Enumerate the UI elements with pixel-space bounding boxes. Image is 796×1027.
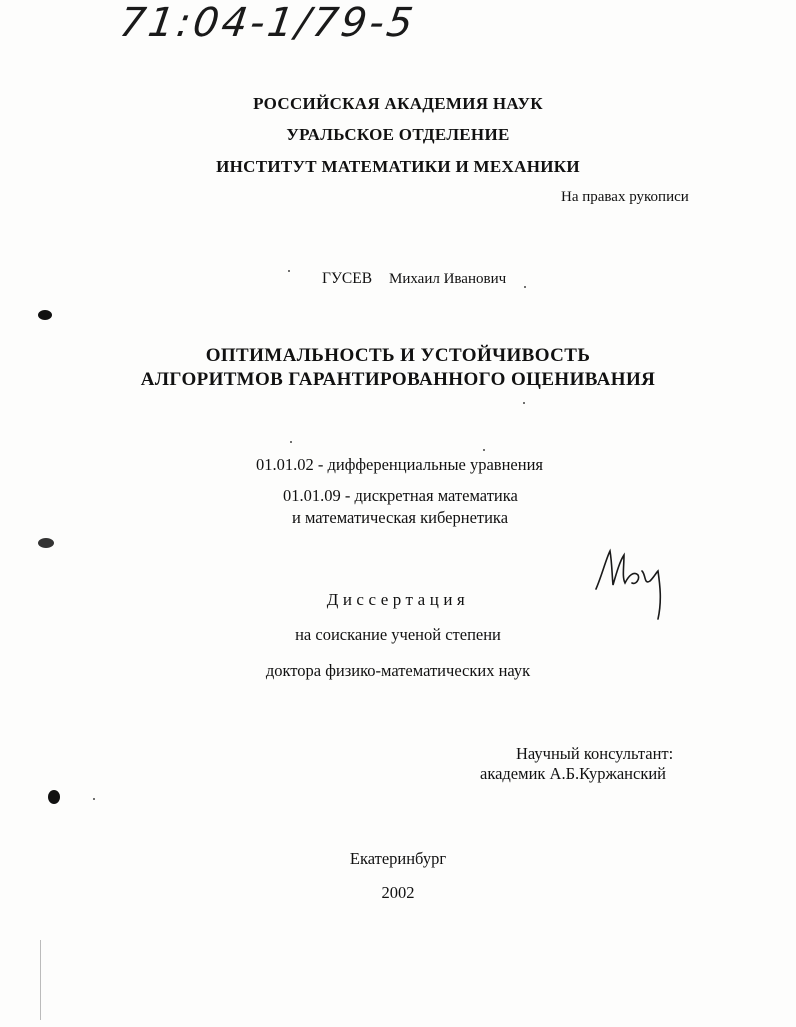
degree-type: Диссертация bbox=[326, 590, 470, 609]
scan-speck bbox=[93, 798, 95, 800]
handwritten-signature bbox=[592, 545, 684, 625]
degree-line-2: на соискание ученой степени bbox=[295, 625, 501, 644]
manuscript-note: На правах рукописи bbox=[561, 189, 689, 205]
author-surname: ГУСЕВ bbox=[322, 270, 373, 287]
author-given-names: Михаил Иванович bbox=[389, 271, 507, 287]
binding-hole-mark bbox=[38, 310, 52, 320]
year: 2002 bbox=[381, 883, 415, 902]
title-line-1: ОПТИМАЛЬНОСТЬ И УСТОЙЧИВОСТЬ bbox=[205, 345, 591, 366]
scan-speck bbox=[290, 441, 292, 443]
specialty-second-line-1: 01.01.09 - дискретная математика bbox=[283, 486, 518, 505]
binding-hole-mark bbox=[48, 790, 60, 804]
header-academy: РОССИЙСКАЯ АКАДЕМИЯ НАУК bbox=[253, 94, 543, 113]
specialty-second-line-2: и математическая кибернетика bbox=[292, 508, 509, 527]
specialty-first: 01.01.02 - дифференциальные уравнения bbox=[256, 455, 544, 474]
binding-hole-mark bbox=[38, 538, 54, 548]
header-branch: УРАЛЬСКОЕ ОТДЕЛЕНИЕ bbox=[286, 125, 510, 144]
handwritten-catalog-number: 71:04-1/79-5 bbox=[116, 0, 419, 46]
title-line-2: АЛГОРИТМОВ ГАРАНТИРОВАННОГО ОЦЕНИВАНИЯ bbox=[140, 369, 656, 390]
scan-speck bbox=[524, 286, 526, 288]
scan-speck bbox=[483, 449, 485, 451]
consultant-label: Научный консультант: bbox=[516, 744, 674, 763]
scan-speck bbox=[288, 270, 290, 272]
degree-line-3: доктора физико-математических наук bbox=[265, 661, 531, 680]
scan-edge-line bbox=[40, 940, 41, 1020]
city: Екатеринбург bbox=[349, 849, 447, 868]
scan-speck bbox=[523, 402, 525, 404]
header-institute: ИНСТИТУТ МАТЕМАТИКИ И МЕХАНИКИ bbox=[216, 157, 580, 176]
consultant-name: академик А.Б.Куржанский bbox=[480, 764, 667, 783]
